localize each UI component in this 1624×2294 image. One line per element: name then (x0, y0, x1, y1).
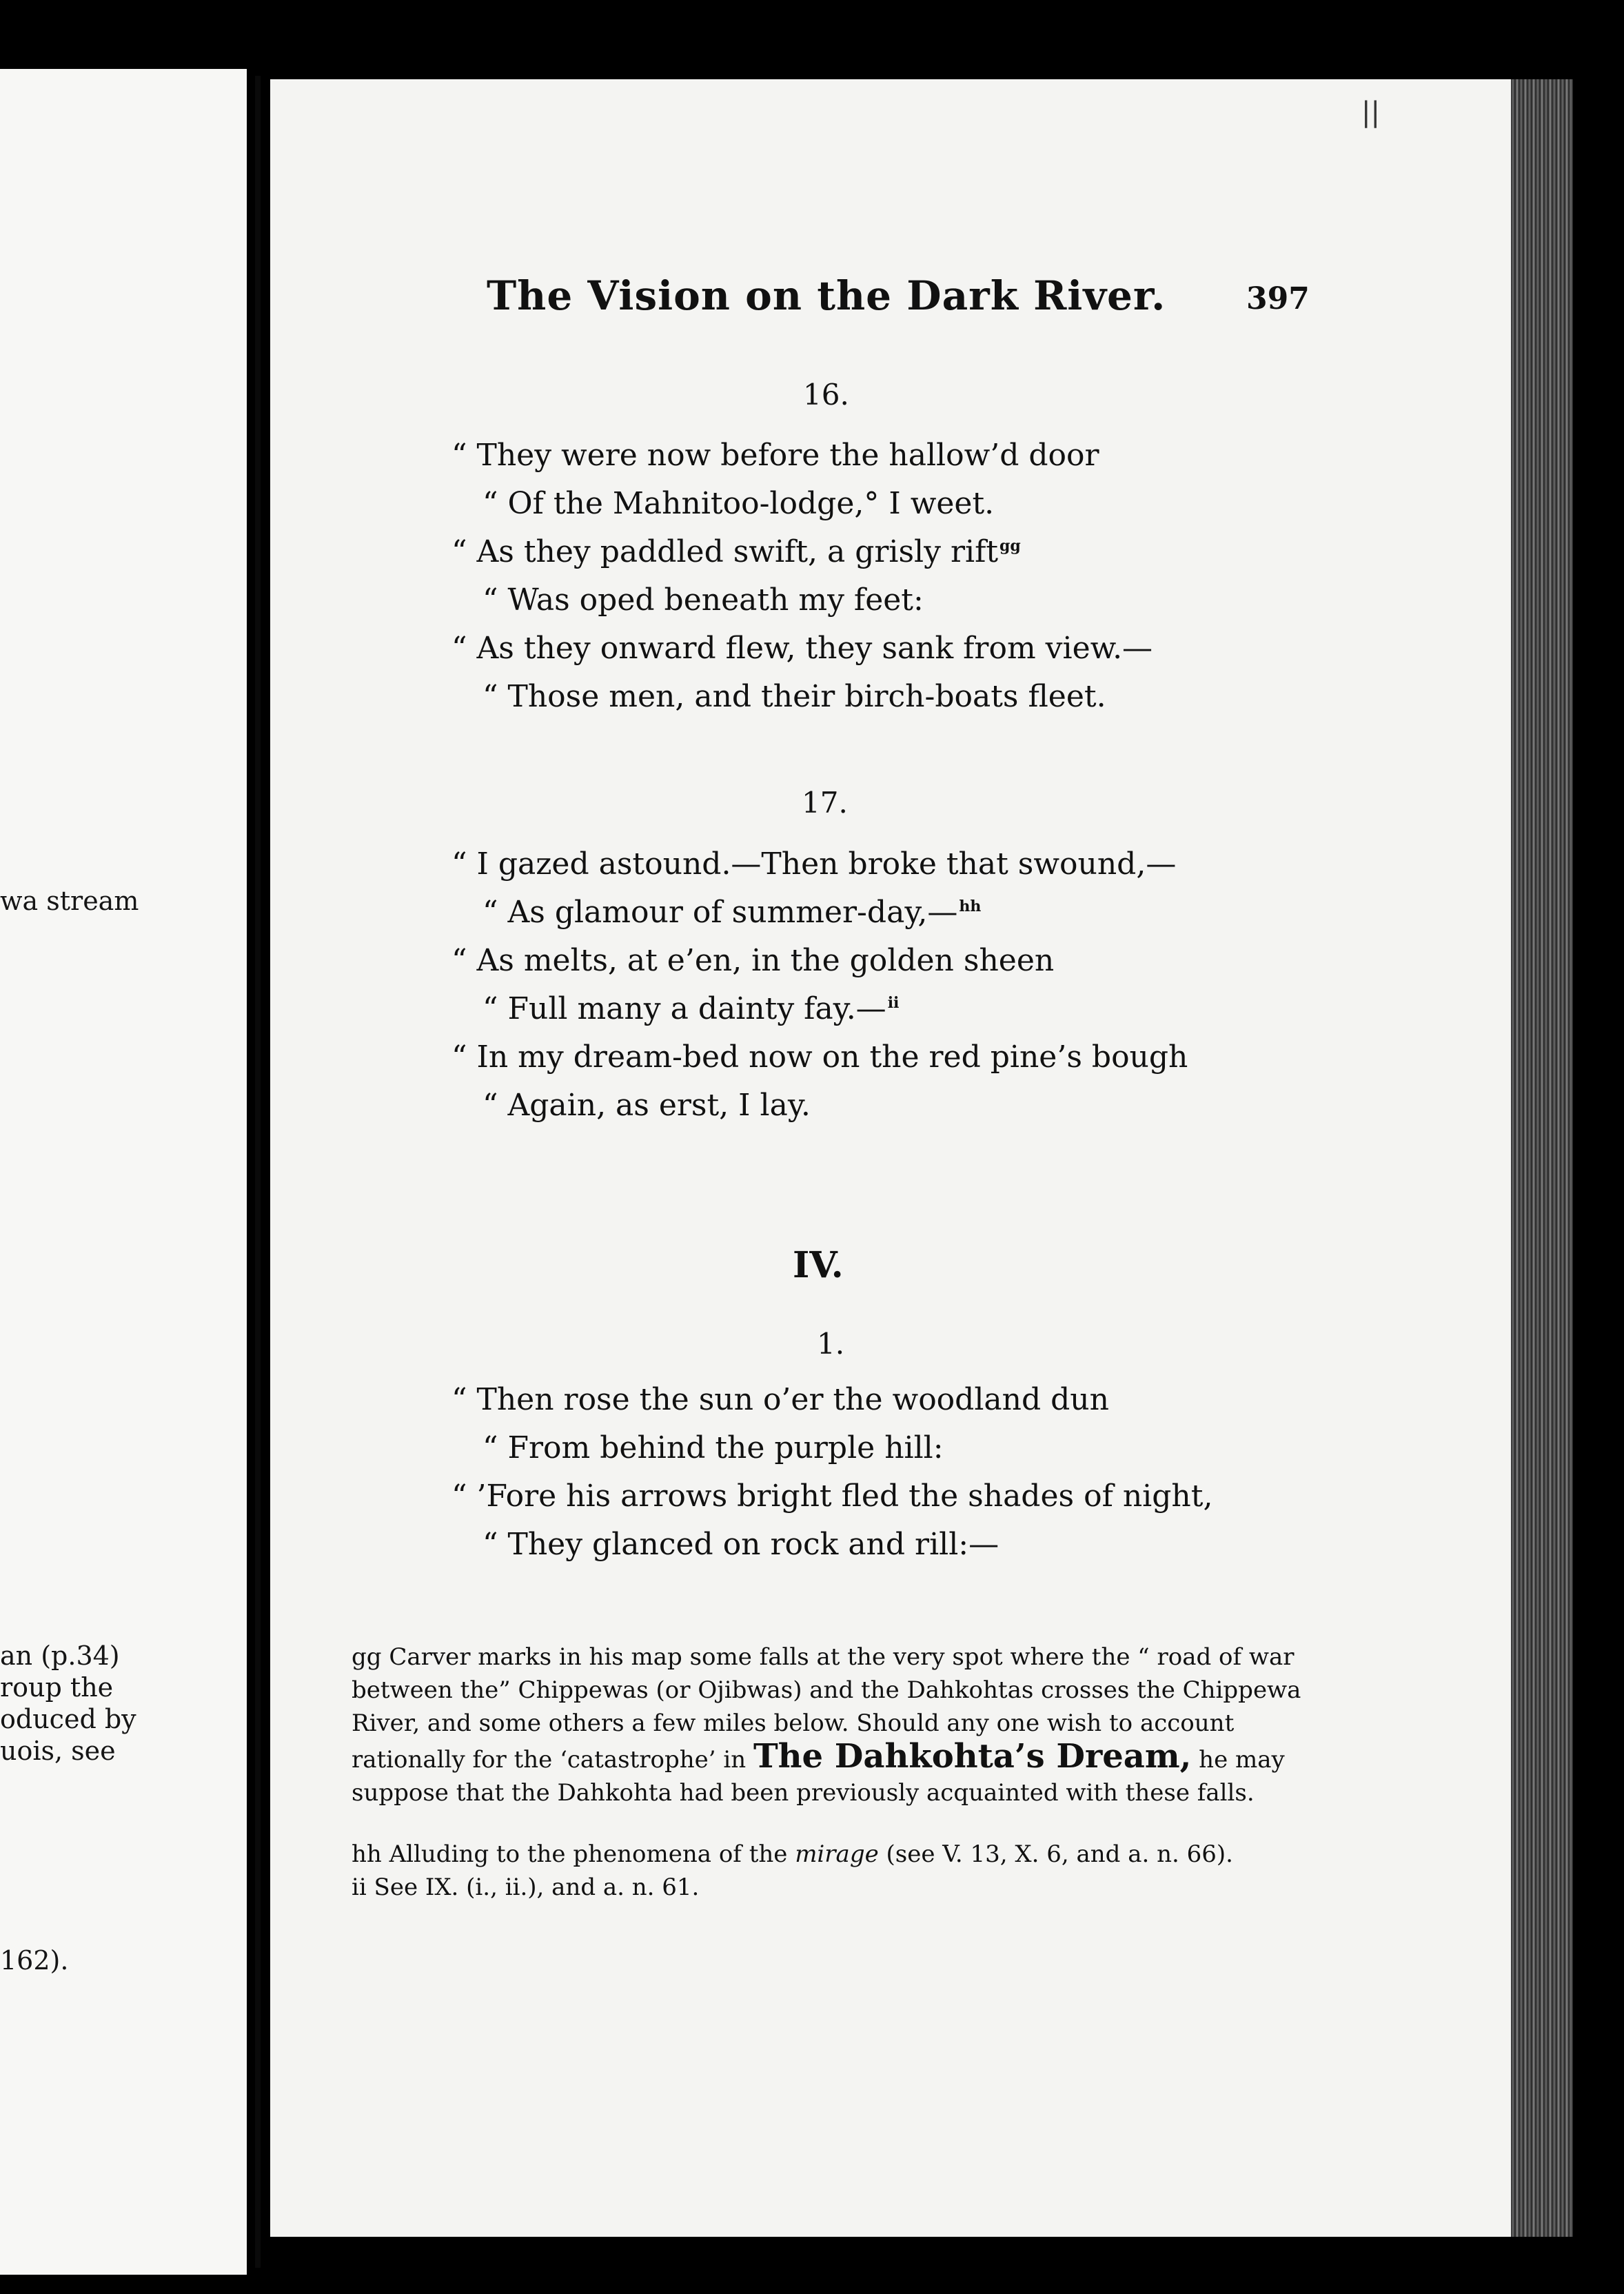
verse-line: “ Then rose the sun o’er the woodland dun (451, 1382, 1109, 1417)
verse-line: “ Those men, and their birch-boats fleet. (483, 679, 1106, 714)
left-fragment: uois, see (0, 1736, 116, 1766)
footnote-marker: ii (887, 994, 900, 1013)
verse-line: “ Was oped beneath my feet: (483, 582, 924, 618)
verse-line: “ I gazed astound.—Then broke that swound,— (451, 846, 1177, 882)
footnote-gg: gg Carver marks in his map some falls at the very spot where the “ road of war between the” Chippewas (or Ojibwas) and the Dahkohtas crosses the Chippewa River, and some others a few miles below. Should any one wish to account rationally for the ‘catastrophe’ in The Dahkohta’s Dream, he may suppose that the Dahkohta had been previously acquainted with these falls. (352, 1643, 1301, 1807)
book-page (270, 79, 1511, 2237)
footnote-ii: ii See IX. (i., ii.), and a. n. 61. (352, 1874, 700, 1901)
left-page (0, 69, 247, 2275)
left-fragment: oduced by (0, 1704, 136, 1734)
verse-line: “ As they onward flew, they sank from view.— (451, 631, 1153, 666)
verse-line: “ As they paddled swift, a grisly rift$^{gg}$ (451, 534, 1021, 569)
verse-line: “ In my dream-bed now on the red pine’s bough (451, 1039, 1188, 1075)
footnote-hh: hh Alluding to the phenomena of the mirage (see V. 13, X. 6, and a. n. 66). (352, 1840, 1233, 1868)
stanza-number: 16. (803, 378, 849, 412)
verse-line: “ They were now before the hallow’d door (451, 438, 1099, 473)
left-fragment: an (p.34) (0, 1641, 120, 1671)
verse-line: “ They glanced on rock and rill:— (483, 1527, 999, 1562)
page-edge (1511, 79, 1573, 2237)
verse-line: “ As melts, at e’en, in the golden sheen (451, 943, 1055, 978)
left-fragment: 162). (0, 1945, 69, 1976)
verse-line: “ ’Fore his arrows bright fled the shades of night, (451, 1479, 1213, 1514)
stanza-number: 1. (817, 1327, 845, 1361)
left-fragment: roup the (0, 1672, 114, 1703)
verse-line: “ Of the Mahnitoo-lodge,° I weet. (483, 486, 995, 521)
verse-line: “ From behind the purple hill: (483, 1430, 944, 1465)
blackletter-title: The Dahkohta’s Dream, (753, 1737, 1192, 1776)
running-header: The Vision on the Dark River. (487, 272, 1166, 319)
footnote-marker: hh (959, 897, 982, 916)
page-number: 397 (1246, 281, 1310, 316)
section-heading: IV. (793, 1244, 844, 1286)
verse-line: “ Again, as erst, I lay. (483, 1088, 811, 1123)
footnote-marker: gg (999, 537, 1021, 556)
stanza-number: 17. (802, 786, 848, 820)
verse-line: “ As glamour of summer-day,—$^{hh}$ (483, 895, 982, 930)
corner-mark: || (1361, 97, 1380, 128)
left-fragment: wa stream (0, 886, 139, 916)
gutter-line (255, 76, 261, 2268)
verse-line: “ Full many a dainty fay.—$^{ii}$ (483, 991, 900, 1026)
